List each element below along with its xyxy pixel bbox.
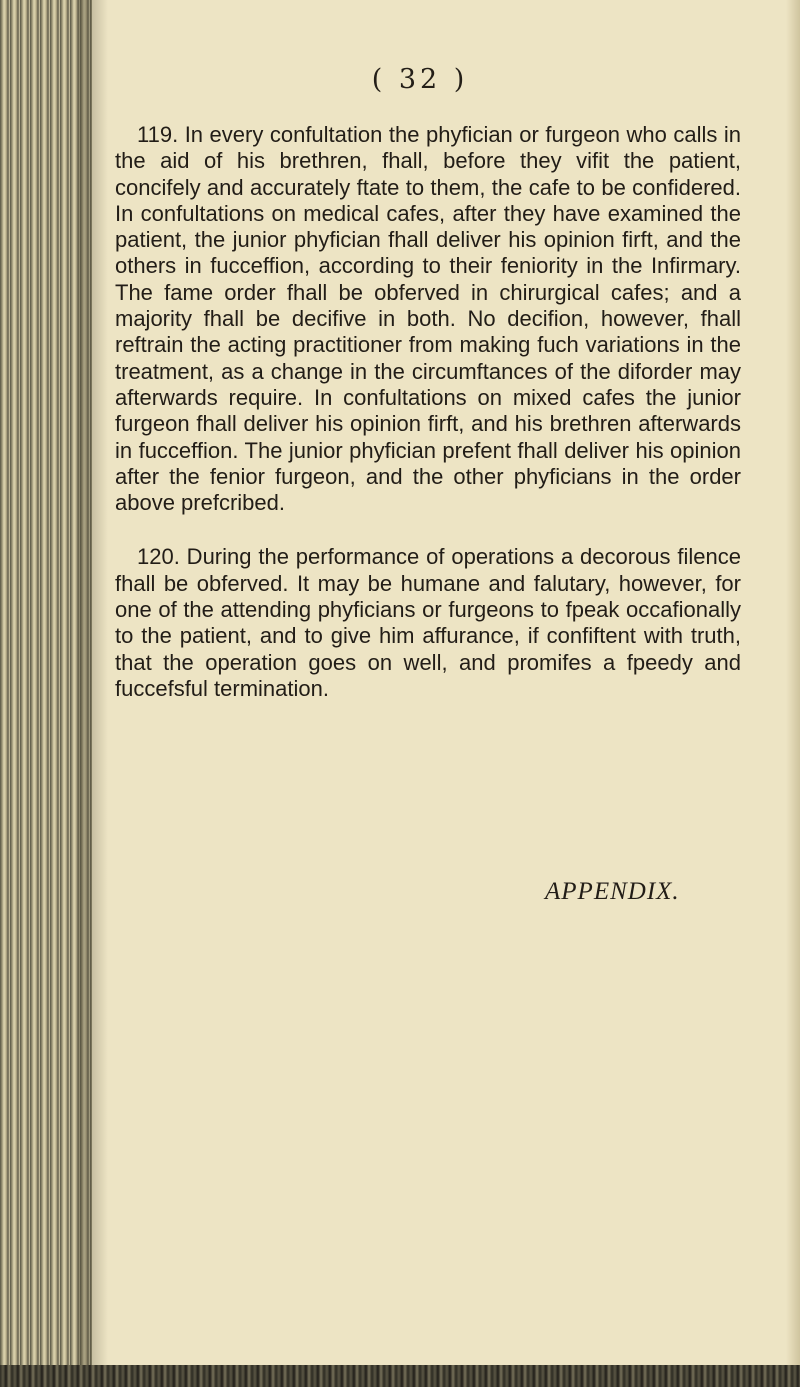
body-text [115, 122, 741, 702]
catchword-appendix: APPENDIX. [545, 878, 680, 905]
page-bottom-edge [0, 1365, 800, 1387]
page-number: ( 32 ) [371, 64, 469, 95]
gutter-shadow [78, 0, 108, 1387]
page-right-edge [786, 0, 800, 1387]
paragraph-120: 120. During the performance of operations a decorous filence fhall be obferved. It may be humane and falutary, however, for one of the attending phyficians or furgeons to fpeak occafionally to the patient, and to give him affurance, if confiftent with truth, that the operation goes on well, and promifes a fpeedy and fuccefsful termination. [115, 544, 741, 701]
paragraph-119: 119. In every confultation the phyfician or furgeon who calls in the aid of his brethren, fhall, before they vifit the patient, concifely and accurately ftate to them, the cafe to be confidered. In confultations on medical cafes, after they have examined the patient, the junior phyfician fhall deliver his opinion firft, and the others in fucceffion, according to their feniority in the Infirmary. The fame order fhall be obferved in chirurgical cafes; and a majority fhall be decifive in both. No decifion, however, fhall reftrain the acting practitioner from making fuch variations in the treatment, as a change in the circumftances of the diforder may afterwards require. In confultations on mixed cafes the junior furgeon fhall deliver his opinion firft, and his brethren afterwards in fucceffion. The junior phyfician prefent fhall deliver his opinion after the fenior furgeon, and the other phyficians in the order above prefcribed. [115, 122, 741, 516]
